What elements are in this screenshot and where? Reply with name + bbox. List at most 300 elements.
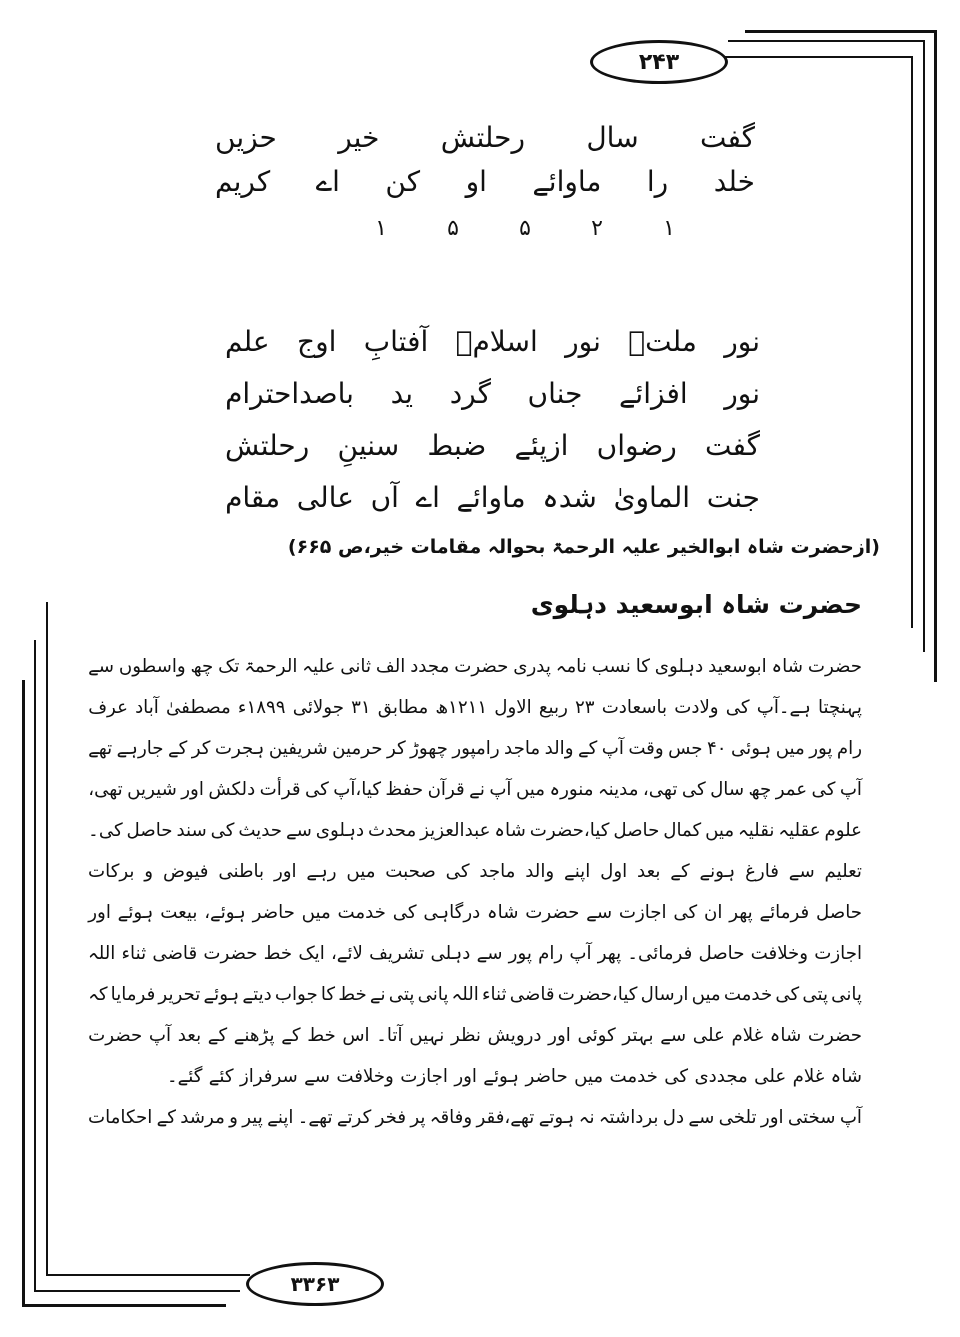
verse-word: رحلتش — [440, 121, 525, 154]
body-word: کیا،آپ — [333, 779, 381, 800]
body-word: ولادت — [674, 697, 719, 718]
frame-right-rule-inner — [911, 56, 913, 628]
verse-word: رحلتش — [225, 429, 310, 462]
body-word: تعلیم — [824, 861, 862, 882]
body-word: وقت — [628, 738, 664, 759]
body-word: پر — [410, 1107, 426, 1128]
body-word: سے — [788, 861, 815, 882]
chronogram-digit: ۵ — [519, 216, 531, 241]
verse-word: رضواں — [596, 429, 677, 462]
verse-word: اے — [315, 165, 340, 198]
body-word: حضرت — [807, 1025, 862, 1046]
verse-word: باصداحترام — [225, 377, 354, 410]
body-word: اس — [342, 1025, 370, 1046]
body-word: ثناء — [481, 984, 507, 1005]
body-word: مطابق — [377, 697, 429, 718]
body-word: ہونے — [699, 861, 736, 882]
body-word: جارہے — [116, 738, 164, 759]
bottom-page-number — [246, 1262, 384, 1306]
body-word: کی — [304, 779, 329, 800]
body-line — [88, 728, 862, 769]
frame-top-rule-middle — [728, 40, 925, 42]
verse-word: گرد — [449, 377, 491, 410]
body-word: خدمت — [337, 902, 386, 923]
frame-bottom-rule-middle — [34, 1290, 240, 1292]
body-word: کی — [673, 902, 698, 923]
body-word: ہوئے، — [204, 902, 246, 923]
verse-word: سال — [586, 121, 639, 154]
body-word: شاہ — [830, 1066, 862, 1087]
frame-left-rule-inner — [46, 602, 48, 1276]
chronogram-line-2 — [215, 165, 755, 218]
body-word: الف — [375, 656, 406, 677]
body-word: رہے — [306, 861, 337, 882]
verse-word: آں — [370, 481, 399, 514]
body-word: حضرت — [525, 902, 580, 923]
body-word: کر — [191, 738, 211, 759]
body-word: بعد — [637, 861, 661, 882]
body-word: تھے۔ — [297, 1107, 333, 1128]
chronogram-digit: ۵ — [447, 216, 459, 241]
body-word: اول — [600, 861, 628, 882]
body-word: واسطوں — [118, 656, 186, 677]
verse-word: نور — [724, 325, 760, 358]
body-word: ہجرت — [214, 738, 265, 759]
body-word: غلام — [731, 1025, 764, 1046]
poem-line-4 — [225, 481, 760, 536]
body-word: ہے۔آپ — [756, 697, 811, 718]
body-word: اجازت — [618, 902, 667, 923]
body-word: مجدد — [410, 656, 450, 677]
body-text — [88, 646, 862, 1138]
body-word: پہنچتا — [818, 697, 862, 718]
body-word: ارسال — [640, 984, 689, 1005]
verse-word: سنینِ — [337, 429, 400, 462]
body-line — [88, 646, 862, 687]
body-word: سے — [586, 902, 613, 923]
body-word: غلام — [792, 1066, 825, 1087]
verse-word: ماوائے — [456, 481, 526, 514]
body-word: علی — [754, 1066, 787, 1087]
body-word: میں — [574, 1066, 604, 1087]
body-word: ماجد — [504, 738, 541, 759]
body-word: کا — [635, 656, 650, 677]
body-word: تک — [218, 656, 240, 677]
body-word: خط — [263, 943, 293, 964]
body-word: و — [144, 861, 154, 882]
body-word: جواب — [274, 984, 318, 1005]
verse-word: آفتابِ — [363, 325, 429, 358]
body-word: اور — [273, 861, 297, 882]
body-word: قاضی — [509, 984, 555, 1005]
verse-word: ازپئے — [514, 429, 569, 462]
poem-line-1 — [225, 325, 760, 380]
body-word: کے — [207, 1025, 228, 1046]
body-word: محدث — [368, 820, 417, 841]
body-word: مصطفیٰ — [165, 697, 231, 718]
frame-top-rule-outer — [745, 30, 937, 33]
body-word: کی — [681, 779, 706, 800]
body-word: اور — [181, 779, 204, 800]
body-word: ۴۰ — [706, 738, 727, 759]
body-word: خط — [307, 1025, 336, 1046]
body-word: کمال — [663, 820, 702, 841]
body-word: آتا۔ — [376, 1025, 403, 1046]
body-line — [88, 933, 862, 974]
chronogram-digit: ۲ — [591, 216, 603, 241]
body-word: برداشتہ — [598, 1107, 659, 1128]
body-word: ماجد — [479, 861, 516, 882]
body-word: علوم — [824, 820, 862, 841]
body-line — [88, 1015, 862, 1056]
frame-right-rule-outer — [934, 30, 937, 682]
body-word: سے — [285, 820, 312, 841]
body-word: حاضر — [525, 1066, 568, 1087]
body-word: آباد — [135, 697, 159, 718]
body-word: پتی — [802, 984, 829, 1005]
section-heading: حضرت شاہ ابوسعید دہلوی — [530, 590, 862, 619]
body-word: ۱۸۹۹ء — [237, 697, 286, 718]
verse-word: کن — [385, 165, 421, 198]
body-word: حضرت — [88, 1025, 143, 1046]
body-word: کہ — [88, 984, 108, 1005]
poem-line-3 — [225, 429, 760, 484]
body-word: میں — [515, 779, 546, 800]
body-word: والد — [525, 861, 555, 882]
body-word: عمر — [775, 779, 808, 800]
frame-right-rule-middle — [923, 40, 925, 652]
body-word: اور — [760, 1107, 784, 1128]
poem-verse — [225, 325, 760, 536]
body-line — [88, 810, 862, 851]
verse-word: الماویٰ — [613, 481, 691, 514]
body-word: نے — [469, 779, 485, 800]
verse-word: حزیں — [215, 121, 277, 154]
body-word: باطنی — [218, 861, 265, 882]
top-page-number — [590, 40, 728, 84]
body-word: نظر — [450, 1025, 481, 1046]
body-word: تلخی — [718, 1107, 757, 1128]
body-word: لائے، — [330, 943, 363, 964]
citation: (ازحضرت شاہ ابوالخیر علیہ الرحمۃ بحوالہ مقامات خیر،ص ۶۶۵) — [287, 536, 880, 558]
body-word: علی — [692, 1025, 725, 1046]
verse-word: اے — [415, 481, 440, 514]
body-word: پانی — [417, 984, 449, 1005]
body-word: نسب — [591, 656, 631, 677]
body-line — [88, 1097, 862, 1138]
body-word: تحریر — [158, 984, 201, 1005]
verse-word: اسلامؒ — [455, 325, 538, 358]
body-word: چھ — [190, 656, 214, 677]
body-word: کی — [775, 984, 800, 1005]
body-word: ربیع — [538, 697, 568, 718]
body-word: تھے — [88, 738, 113, 759]
body-word: کے — [577, 738, 598, 759]
verse-word: نور — [565, 325, 601, 358]
body-word: آپ — [569, 943, 592, 964]
body-line — [88, 974, 862, 1015]
verse-word: جناں — [527, 377, 583, 410]
body-word: میں — [691, 984, 721, 1005]
chronogram-verse — [215, 121, 755, 262]
body-word: ۳۱ — [351, 697, 371, 718]
body-word: آپ — [148, 1025, 172, 1046]
body-word: نہ — [578, 1107, 595, 1128]
body-word: دل — [662, 1107, 685, 1128]
body-word: آپ — [489, 779, 512, 800]
body-word: شاہ — [494, 820, 526, 841]
body-word: اور — [88, 902, 111, 923]
body-word: بعد — [177, 1025, 202, 1046]
body-word: کی — [664, 1066, 689, 1087]
body-word: تشریف — [369, 943, 425, 964]
body-word: نامہ — [555, 656, 587, 677]
verse-word: را — [646, 165, 669, 198]
body-word: حاصل — [815, 902, 862, 923]
body-word: قاضی — [152, 943, 198, 964]
body-word: پیر — [242, 1107, 263, 1128]
body-word: کوئی — [577, 1025, 616, 1046]
body-word: منورہ — [549, 779, 594, 800]
body-word: نے — [369, 984, 386, 1005]
body-word: فرمائے — [759, 902, 810, 923]
body-word: ثانی — [340, 656, 372, 677]
body-word: ہوئے — [117, 902, 154, 923]
body-word: دیتے — [242, 984, 272, 1005]
body-word: خدمت — [609, 1066, 658, 1087]
frame-bottom-rule-outer — [22, 1304, 226, 1307]
verse-word: خیر — [338, 121, 380, 154]
body-word: عبدالعزیز — [420, 820, 491, 841]
body-word: فارغ — [745, 861, 779, 882]
body-word: ثناء — [121, 943, 147, 964]
body-word: رام — [538, 943, 564, 964]
body-line — [88, 892, 862, 933]
verse-word: گفت — [700, 121, 755, 154]
body-word: دہلوی — [654, 656, 704, 677]
chronogram-digit: ۱ — [375, 216, 387, 241]
body-word: حاصل — [698, 943, 745, 964]
verse-word: ضبط — [427, 429, 487, 462]
verse-word: او — [465, 165, 487, 198]
body-word: کی — [210, 820, 235, 841]
frame-left-rule-outer — [22, 680, 25, 1306]
body-word: دہلی — [430, 943, 471, 964]
body-word: ۲۳ — [575, 697, 595, 718]
body-word: وخلافت — [336, 1066, 394, 1087]
body-word: جولائی — [292, 697, 344, 718]
body-word: کیا،حضرت — [557, 984, 638, 1005]
body-word: میں — [301, 902, 331, 923]
body-word: الرحمۃ — [244, 656, 298, 677]
body-word: سرفراز — [239, 1066, 298, 1087]
frame-top-rule-inner — [714, 56, 913, 58]
body-word: مرشد — [180, 1107, 225, 1128]
body-word: والد — [544, 738, 574, 759]
verse-word: ملتؒ — [628, 325, 697, 358]
body-word: فرمایا — [110, 984, 156, 1005]
body-word: قرأت — [259, 779, 301, 800]
body-word: پور — [809, 738, 833, 759]
poem-line-2 — [225, 377, 760, 432]
body-word: اپنے — [267, 1107, 294, 1128]
body-word: درویش — [487, 1025, 542, 1046]
body-word: پھر — [597, 943, 622, 964]
body-word: ہوئے — [203, 984, 240, 1005]
verse-word: افزائے — [619, 377, 688, 410]
body-word: سے — [476, 943, 503, 964]
verse-word: عالی — [296, 481, 354, 514]
body-line — [88, 687, 862, 728]
body-word: عقلیہ — [778, 820, 821, 841]
body-word: چھوڑ — [410, 738, 448, 759]
body-word: گئے۔ — [166, 1066, 203, 1087]
body-word: صحبت — [385, 861, 436, 882]
body-word: ہوئے — [483, 1066, 520, 1087]
body-word: الاول — [494, 697, 532, 718]
body-word: شریفین — [268, 738, 328, 759]
body-word: دہلوی — [315, 820, 365, 841]
body-word: برکات — [88, 861, 135, 882]
body-word: کے — [670, 861, 690, 882]
body-word: ایک — [298, 943, 325, 964]
body-word: شاہ — [487, 902, 519, 923]
body-word: قرآن — [427, 779, 465, 800]
body-line — [88, 1056, 862, 1097]
body-word: رام — [836, 738, 862, 759]
body-word: ہوئی — [730, 738, 772, 759]
body-word: علیہ — [302, 656, 336, 677]
body-word: اجازت — [814, 943, 862, 964]
body-line — [88, 769, 862, 810]
body-word: باسعادت — [601, 697, 668, 718]
top-page-number-text: ۲۴۳ — [638, 49, 680, 75]
body-word: کے — [167, 738, 188, 759]
body-word: کی — [811, 779, 836, 800]
verse-word: مقام — [225, 481, 281, 514]
body-word: ابوسعید — [708, 656, 767, 677]
body-word: پھر — [729, 902, 753, 923]
body-word: میں — [705, 820, 735, 841]
body-word: کر — [386, 738, 406, 759]
verse-word: گفت — [705, 429, 760, 462]
body-word: حاصل — [613, 820, 660, 841]
body-word: خدمت — [723, 984, 773, 1005]
body-word: پور — [508, 943, 532, 964]
body-word: کی — [725, 697, 750, 718]
verse-word: نور — [724, 377, 760, 410]
body-word: بہتر — [622, 1025, 654, 1046]
body-word: حفظ — [385, 779, 424, 800]
body-word: فیوض — [162, 861, 209, 882]
body-word: وفاقہ — [429, 1107, 473, 1128]
body-word: تھی، — [642, 779, 678, 800]
body-word: فخر — [375, 1107, 407, 1128]
chronogram-digit: ۱ — [663, 216, 675, 241]
frame-bottom-rule-inner — [46, 1274, 250, 1276]
body-word: شیریں — [127, 779, 177, 800]
body-word: نقلیہ — [738, 820, 775, 841]
verse-word: علم — [225, 325, 270, 358]
body-word: مدینہ — [597, 779, 639, 800]
body-word: حاضر — [252, 902, 295, 923]
body-word: آپ — [601, 738, 624, 759]
body-word: میں — [775, 738, 805, 759]
body-word: نہیں — [409, 1025, 445, 1046]
body-word: تھی، — [88, 779, 123, 800]
body-word: اللہ — [451, 984, 479, 1005]
verse-word: ماوائے — [532, 165, 602, 198]
body-word: کا — [320, 984, 336, 1005]
body-word: آپ — [839, 1107, 862, 1128]
body-word: پدری — [513, 656, 551, 677]
body-word: حرمین — [332, 738, 383, 759]
body-word: و — [229, 1107, 238, 1128]
body-word: سے — [304, 1066, 331, 1087]
body-word: دلکش — [208, 779, 256, 800]
body-word: خط — [338, 984, 367, 1005]
body-word: اور — [548, 1025, 571, 1046]
verse-word: کریم — [215, 165, 271, 198]
body-word: کے — [281, 1025, 301, 1046]
body-word: حضرت — [807, 656, 862, 677]
body-word: بیعت — [160, 902, 198, 923]
body-word: ہوتے — [538, 1107, 575, 1128]
body-word: اللہ — [88, 943, 116, 964]
body-word: ۱۲۱۱ھ — [435, 697, 488, 718]
body-word: حضرت — [203, 943, 258, 964]
frame-left-rule-middle — [34, 640, 36, 1292]
verse-word: شدہ — [542, 481, 597, 514]
verse-word: ید — [390, 377, 414, 410]
body-word: وخلافت — [750, 943, 809, 964]
body-word: کی۔ — [88, 820, 123, 841]
body-word: پانی — [831, 984, 862, 1005]
body-word: پڑھنے — [233, 1025, 275, 1046]
body-word: میں — [346, 861, 376, 882]
verse-word: اوج — [297, 325, 337, 358]
body-word: سند — [176, 820, 207, 841]
body-word: اور — [454, 1066, 477, 1087]
body-word: مجددی — [694, 1066, 748, 1087]
body-word: اپنے — [564, 861, 591, 882]
body-word: شاہ — [769, 1025, 802, 1046]
body-word: فرمائی۔ — [627, 943, 693, 964]
body-word: حضرت — [454, 656, 509, 677]
body-word: کے — [156, 1107, 176, 1128]
chronogram-digits — [215, 218, 755, 262]
chronogram-line-1 — [215, 121, 755, 168]
body-word: اجازت — [400, 1066, 448, 1087]
body-word: سال — [710, 779, 745, 800]
body-word: سے — [660, 1025, 687, 1046]
body-line — [88, 851, 862, 892]
body-word: پتی — [388, 984, 415, 1005]
body-word: حدیث — [238, 820, 283, 841]
body-word: جس — [668, 738, 703, 759]
body-word: عرف — [88, 697, 128, 718]
body-word: رامپور — [452, 738, 500, 759]
body-word: چھ — [748, 779, 772, 800]
verse-word: خلد — [713, 165, 755, 198]
body-word: آپ — [839, 779, 862, 800]
body-word: سختی — [787, 1107, 836, 1128]
verse-word: جنت — [706, 481, 760, 514]
body-word: سے — [88, 656, 115, 677]
body-word: کی — [445, 861, 470, 882]
body-word: کیا،حضرت — [529, 820, 610, 841]
body-word: تھے،فقر — [476, 1107, 535, 1128]
